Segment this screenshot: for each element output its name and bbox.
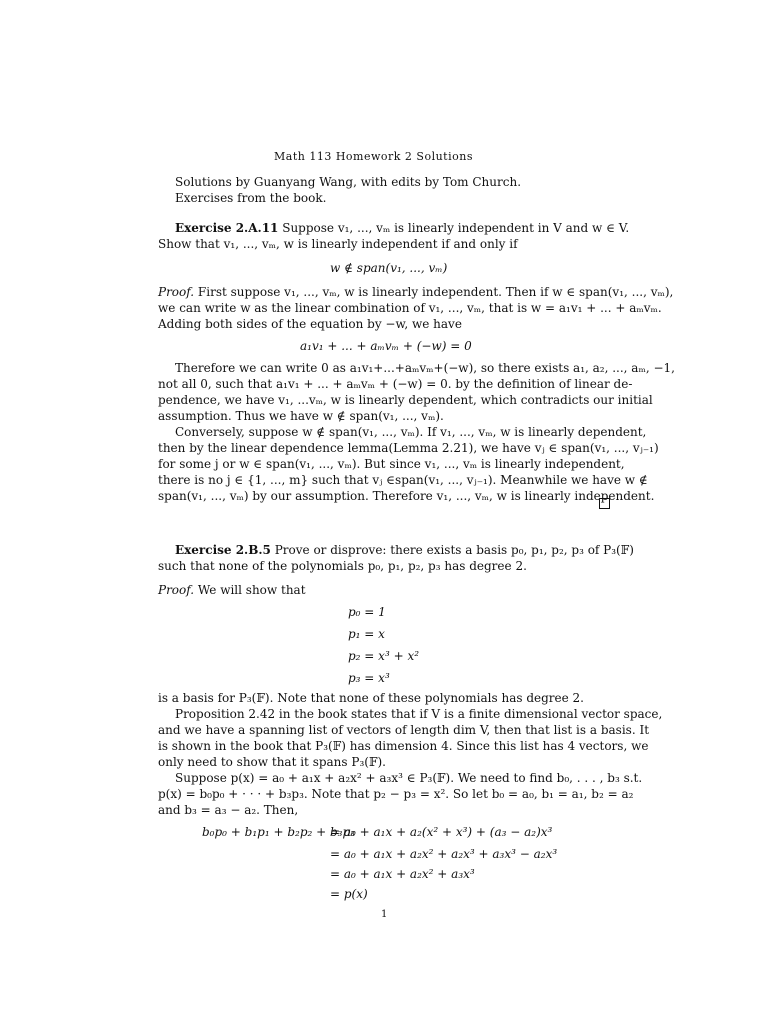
proof-1-line-12: span(v₁, ..., vₘ) by our assumption. Therefore v₁, ..., vₘ, w is linearly independent. xyxy=(158,489,655,503)
document-title: Math 113 Homework 2 Solutions xyxy=(274,150,473,163)
align-row-1: = a₀ + a₁x + a₂(x² + x³) + (a₃ − a₂)x³ xyxy=(330,825,553,839)
proof-2-line-8: and b₃ = a₃ − a₂. Then, xyxy=(158,803,299,817)
intro-line-1: Solutions by Guanyang Wang, with edits by Tom Church. xyxy=(175,175,522,189)
proof-1-line-6: pendence, we have v₁, ...vₘ, w is linearly dependent, which contradicts our initial xyxy=(158,393,653,407)
align-row-3: = a₀ + a₁x + a₂x² + a₃x³ xyxy=(330,867,475,881)
proof-2-line-1: is a basis for P₃(𝔽). Note that none of these polynomials has degree 2. xyxy=(158,691,584,705)
align-row-2: = a₀ + a₁x + a₂x² + a₂x³ + a₃x³ − a₂x³ xyxy=(330,847,558,861)
exercise-2-line-2: such that none of the polynomials p₀, p₁, p₂, p₃ has degree 2. xyxy=(158,559,527,573)
exercise-1-line-2: Show that v₁, ..., vₘ, w is linearly independent if and only if xyxy=(158,237,518,251)
exercise-2-label: Exercise 2.B.5 xyxy=(175,543,271,557)
proof-1-line-9: then by the linear dependence lemma(Lemma 2.21), we have vⱼ ∈ span(v₁, ..., vⱼ₋₁) xyxy=(158,441,659,455)
basis-def-p2: p₂ = x³ + x² xyxy=(348,649,420,663)
proof-2-intro xyxy=(158,582,306,598)
proof-1-text-1: First suppose v₁, ..., vₘ, w is linearly independent. Then if w ∈ span(v₁, ..., vₘ), xyxy=(197,285,674,299)
proof-2-label: Proof. xyxy=(158,583,195,597)
align-lhs: b₀p₀ + b₁p₁ + b₂p₂ + b₃p₃ xyxy=(202,825,355,839)
proof-2-text: We will show that xyxy=(197,583,306,597)
proof-2-line-2: Proposition 2.42 in the book states that if V is a finite dimensional vector space, xyxy=(175,707,663,721)
proof-1-line-11: there is no j ∈ {1, ..., m} such that vⱼ ∈span(v₁, ..., vⱼ₋₁). Meanwhile we have w ∉ xyxy=(158,473,648,487)
basis-def-p1: p₁ = x xyxy=(348,627,385,641)
exercise-1-statement xyxy=(175,220,629,236)
proof-1-line-1 xyxy=(158,284,673,300)
exercise-2-text: Prove or disprove: there exists a basis p₀, p₁, p₂, p₃ of P₃(𝔽) xyxy=(274,543,634,557)
proof-1-line-7: assumption. Thus we have w ∉ span(v₁, ..., vₘ). xyxy=(158,409,444,423)
exercise-1-text: Suppose v₁, ..., vₘ is linearly independent in V and w ∈ V. xyxy=(282,221,630,235)
qed-symbol xyxy=(599,498,610,509)
proof-1-line-4: Therefore we can write 0 as a₁v₁+...+aₘvₘ+(−w), so there exists a₁, a₂, ..., aₘ, −1, xyxy=(175,361,675,375)
page-number: 1 xyxy=(381,909,388,920)
proof-1-label: Proof. xyxy=(158,285,195,299)
align-row-4: = p(x) xyxy=(330,887,368,901)
proof-2-line-3: and we have a spanning list of vectors of length dim V, then that list is a basis. It xyxy=(158,723,650,737)
exercise-1-label: Exercise 2.A.11 xyxy=(175,221,279,235)
proof-1-equation: a₁v₁ + ... + aₘvₘ + (−w) = 0 xyxy=(300,339,472,353)
exercise-1-display-equation: w ∉ span(v₁, ..., vₘ) xyxy=(330,261,448,275)
proof-1-line-3: Adding both sides of the equation by −w, we have xyxy=(158,317,462,331)
proof-1-line-5: not all 0, such that a₁v₁ + ... + aₘvₘ + (−w) = 0. by the definition of linear de- xyxy=(158,377,633,391)
proof-1-line-8: Conversely, suppose w ∉ span(v₁, ..., vₘ). If v₁, ..., vₘ, w is linearly dependent, xyxy=(175,425,647,439)
basis-def-p3: p₃ = x³ xyxy=(348,671,390,685)
proof-2-line-5: only need to show that it spans P₃(𝔽). xyxy=(158,755,386,769)
exercise-2-statement xyxy=(175,542,634,558)
proof-2-line-6: Suppose p(x) = a₀ + a₁x + a₂x² + a₃x³ ∈ P₃(𝔽). We need to find b₀, . . . , b₃ s.t. xyxy=(175,771,643,785)
proof-1-line-10: for some j or w ∈ span(v₁, ..., vₘ). But since v₁, ..., vₘ is linearly independent, xyxy=(158,457,625,471)
proof-2-line-4: is shown in the book that P₃(𝔽) has dimension 4. Since this list has 4 vectors, we xyxy=(158,739,649,753)
basis-def-p0: p₀ = 1 xyxy=(348,605,386,619)
proof-2-line-7: p(x) = b₀p₀ + · · · + b₃p₃. Note that p₂ − p₃ = x². So let b₀ = a₀, b₁ = a₁, b₂ = a₂ xyxy=(158,787,634,801)
proof-1-line-2: we can write w as the linear combination of v₁, ..., vₘ, that is w = a₁v₁ + ... + aₘvₘ. xyxy=(158,301,662,315)
intro-line-2: Exercises from the book. xyxy=(175,191,327,205)
